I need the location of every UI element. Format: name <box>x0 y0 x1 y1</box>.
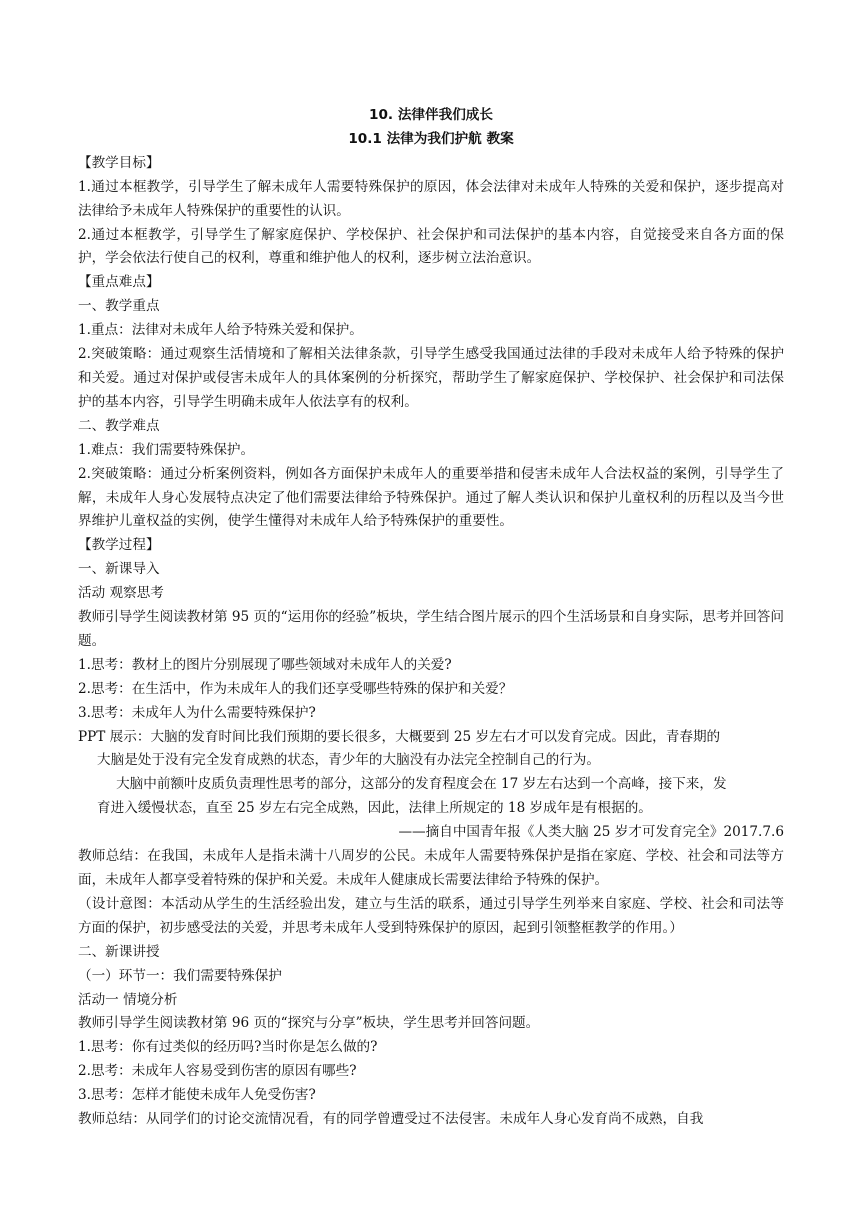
ppt-line-1: PPT 展示：大脑的发育时间比我们预期的要长很多，大概要到 25 岁左右才可以发育完成。因此，青春期的 <box>78 728 721 745</box>
section-heading-process: 【教学过程】 <box>78 537 160 554</box>
subheading-difficulty: 二、教学难点 <box>78 417 160 434</box>
document-subtitle: 10.1 法律为我们护航 教案 <box>348 130 514 147</box>
objective-2: 2.通过本框教学，引导学生了解家庭保护、学校保护、社会保护和司法保护的基本内容，自觉接受来自各方面的保护，学会依法行使自己的权利，尊重和维护他人的权利，逐步树立法治意识。 <box>78 226 784 267</box>
activity-title: 活动 观察思考 <box>78 585 164 602</box>
document-page <box>78 104 784 1132</box>
section-heading-objectives: 【教学目标】 <box>78 154 160 171</box>
section-heading-key-points: 【重点难点】 <box>78 274 160 291</box>
ppt-para2-line-1: 大脑中前额叶皮质负责理性思考的部分，这部分的发育程度会在 17 岁左右达到一个高峰，接下来，发 <box>116 776 727 793</box>
difficulty-2: 2.突破策略：通过分析案例资料，例如各方面保护未成年人的重要举措和侵害未成年人合法权益的案例，引导学生了解，未成年人身心发展特点决定了他们需要法律给予特殊保护。通过了解人类认识和保护儿童权利的历程以及当今世界维护儿童权益的实例，使学生懂得对未成年人给予特殊保护的重要性。 <box>78 465 784 530</box>
ppt-line-2: 大脑是处于没有完全发育成熟的状态，青少年的大脑没有办法完全控制自己的行为。 <box>97 752 600 769</box>
subheading-key-point: 一、教学重点 <box>78 298 160 315</box>
subheading-intro: 一、新课导入 <box>78 561 160 578</box>
key-point-2: 2.突破策略：通过观察生活情境和了解相关法律条款，引导学生感受我国通过法律的手段对未成年人给予特殊的保护和关爱。通过对保护或侵害未成年人的具体案例的分析探究，帮助学生了解家庭保护、学校保护、社会保护和司法保护的基本内容，引导学生明确未成年人依法享有的权利。 <box>78 346 784 410</box>
quote-source: ——摘自中国青年报《人类大脑 25 岁才可发育完全》2017.7.6 <box>398 824 784 841</box>
question-1: 1.思考：教材上的图片分别展现了哪些领域对未成年人的关爱? <box>78 656 452 673</box>
teacher-summary-1: 教师总结：在我国，未成年人是指未满十八周岁的公民。未成年人需要特殊保护是指在家庭、学校、社会和司法等方面，未成年人都享受着特殊的保护和关爱。未成年人健康成长需要法律给予特殊的保护。 <box>78 848 784 888</box>
document-title: 10. 法律伴我们成长 <box>369 107 493 123</box>
activity-1-title: 活动一 情境分析 <box>78 991 178 1008</box>
activity-1-question-2: 2.思考：未成年人容易受到伤害的原因有哪些? <box>78 1063 357 1080</box>
teacher-summary-2: 教师总结：从同学们的讨论交流情况看，有的同学曾遭受过不法侵害。未成年人身心发育尚不成熟，自我 <box>78 1111 704 1128</box>
question-2: 2.思考：在生活中，作为未成年人的我们还享受哪些特殊的保护和关爱？ <box>78 680 513 697</box>
activity-1-question-3: 3.思考：怎样才能使未成年人免受伤害? <box>78 1087 316 1104</box>
subheading-lecture: 二、新课讲授 <box>78 943 160 960</box>
difficulty-1: 1.难点：我们需要特殊保护。 <box>78 441 255 458</box>
objective-1: 1.通过本框教学，引导学生了解未成年人需要特殊保护的原因，体会法律对未成年人特殊的关爱和保护，逐步提高对法律给予未成年人特殊保护的重要性的认识。 <box>78 178 784 219</box>
activity-1-instruction: 教师引导学生阅读教材第 96 页的“探究与分享”板块，学生思考并回答问题。 <box>78 1015 540 1032</box>
ppt-para2-line-2: 育进入缓慢状态，直至 25 岁左右完全成熟，因此，法律上所规定的 18 岁成年是有根据的。 <box>97 800 652 817</box>
design-intent: （设计意图：本活动从学生的生活经验出发，建立与生活的联系，通过引导学生列举来自家庭、学校、社会和司法等方面的保护，初步感受法的关爱，并思考未成年人受到特殊保护的原因，起到引领整框教学的作用。） <box>78 895 784 936</box>
activity-instruction: 教师引导学生阅读教材第 95 页的“运用你的经验”板块，学生结合图片展示的四个生活场景和自身实际，思考并回答问题。 <box>78 609 784 649</box>
step-1-heading: （一）环节一：我们需要特殊保护 <box>78 967 282 984</box>
key-point-1: 1.重点：法律对未成年人给予特殊关爱和保护。 <box>78 322 363 339</box>
activity-1-question-1: 1.思考：你有过类似的经历吗?当时你是怎么做的? <box>78 1039 378 1056</box>
question-3: 3.思考：未成年人为什么需要特殊保护? <box>78 704 316 721</box>
